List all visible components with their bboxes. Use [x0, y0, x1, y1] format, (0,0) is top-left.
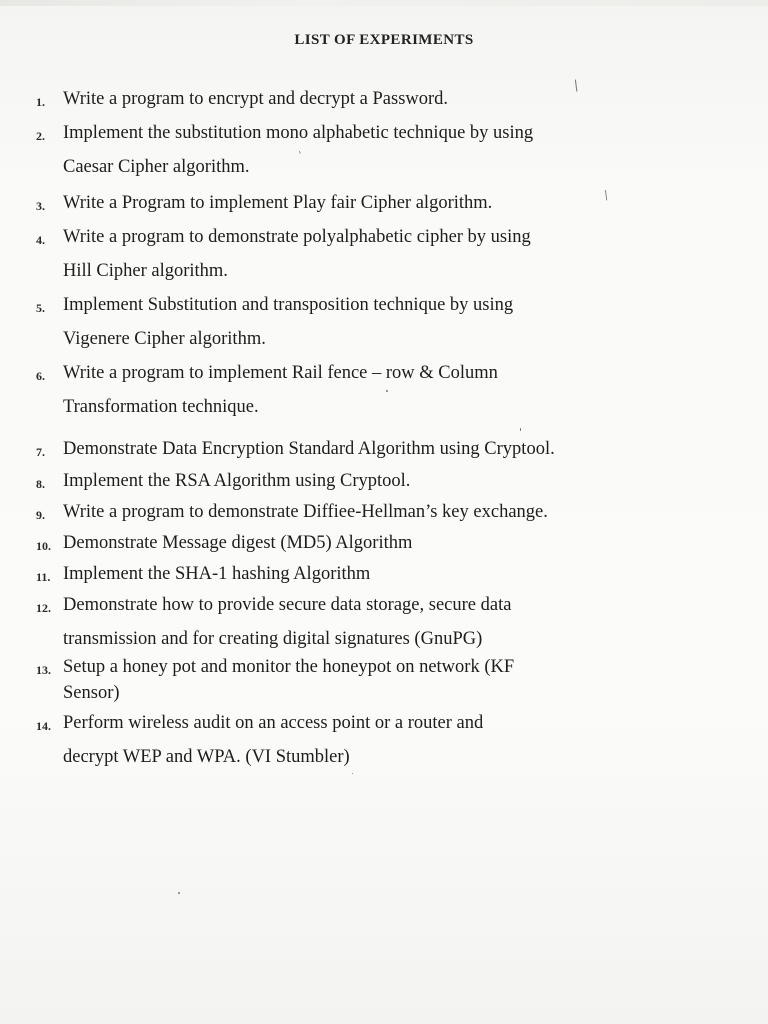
tick-mark-icon: /	[601, 187, 611, 203]
experiment-item	[36, 82, 716, 116]
tick-mark-icon: '	[297, 149, 305, 162]
experiment-item	[36, 495, 716, 529]
experiment-number: 12.	[36, 601, 51, 615]
experiment-text: Implement Substitution and transposition technique by using	[63, 295, 514, 315]
experiment-number: 14.	[36, 719, 51, 733]
experiment-number: 9.	[36, 508, 45, 522]
experiment-item	[36, 186, 716, 220]
experiment-number: 10.	[36, 539, 51, 553]
paper-speck	[352, 773, 353, 774]
experiment-text: Implement the substitution mono alphabetic technique by using	[63, 123, 534, 143]
page-title: LIST OF EXPERIMENTS	[294, 32, 474, 48]
experiment-text: Write a program to demonstrate Diffiee-Hellman’s key exchange.	[63, 502, 548, 522]
experiment-text: Setup a honey pot and monitor the honeypot on network (KF	[63, 657, 515, 677]
experiment-text: Write a program to implement Rail fence – row & Column	[63, 363, 498, 383]
experiment-number: 3.	[36, 199, 45, 213]
paper-speck	[386, 390, 388, 392]
paper-top-edge	[0, 0, 768, 6]
experiment-item	[36, 116, 716, 184]
experiment-text-continued: Caesar Cipher algorithm.	[63, 157, 250, 177]
experiment-text-continued: transmission and for creating digital signatures (GnuPG)	[63, 629, 483, 649]
experiment-item	[36, 432, 716, 466]
experiment-number: 7.	[36, 445, 45, 459]
experiment-item	[36, 526, 716, 560]
experiment-item	[36, 654, 716, 706]
experiment-text: Write a program to demonstrate polyalphabetic cipher by using	[63, 227, 531, 247]
experiment-text: Demonstrate Message digest (MD5) Algorithm	[63, 533, 413, 553]
experiment-number: 11.	[36, 570, 51, 584]
experiment-number: 8.	[36, 477, 45, 491]
paper-speck	[178, 892, 180, 894]
experiment-item	[36, 588, 716, 656]
experiment-item	[36, 557, 716, 591]
paper-speck	[520, 428, 521, 431]
experiment-text-continued: Transformation technique.	[63, 397, 259, 417]
experiment-text-continued: Hill Cipher algorithm.	[63, 261, 228, 281]
experiment-text-continued: Sensor)	[63, 683, 120, 703]
experiment-text: Implement the SHA-1 hashing Algorithm	[63, 564, 371, 584]
experiment-number: 1.	[36, 95, 45, 109]
experiment-item	[36, 706, 716, 774]
experiment-number: 13.	[36, 663, 51, 677]
experiment-text: Write a Program to implement Play fair Cipher algorithm.	[63, 193, 493, 213]
experiment-text: Write a program to encrypt and decrypt a Password.	[63, 89, 449, 109]
experiment-number: 4.	[36, 233, 45, 247]
experiment-text-continued: Vigenere Cipher algorithm.	[63, 329, 266, 349]
experiment-item	[36, 220, 716, 288]
experiment-number: 6.	[36, 369, 45, 383]
experiment-number: 5.	[36, 301, 45, 315]
experiment-text: Perform wireless audit on an access point or a router and	[63, 713, 484, 733]
experiment-text: Implement the RSA Algorithm using Cryptool.	[63, 471, 411, 491]
experiment-item	[36, 288, 716, 356]
tick-mark-icon: /	[570, 77, 582, 95]
experiment-text: Demonstrate how to provide secure data storage, secure data	[63, 595, 512, 615]
experiment-number: 2.	[36, 129, 45, 143]
experiment-text-continued: decrypt WEP and WPA. (VI Stumbler)	[63, 747, 350, 767]
experiment-item	[36, 464, 716, 498]
experiment-item	[36, 356, 716, 424]
experiment-text: Demonstrate Data Encryption Standard Algorithm using Cryptool.	[63, 439, 555, 459]
